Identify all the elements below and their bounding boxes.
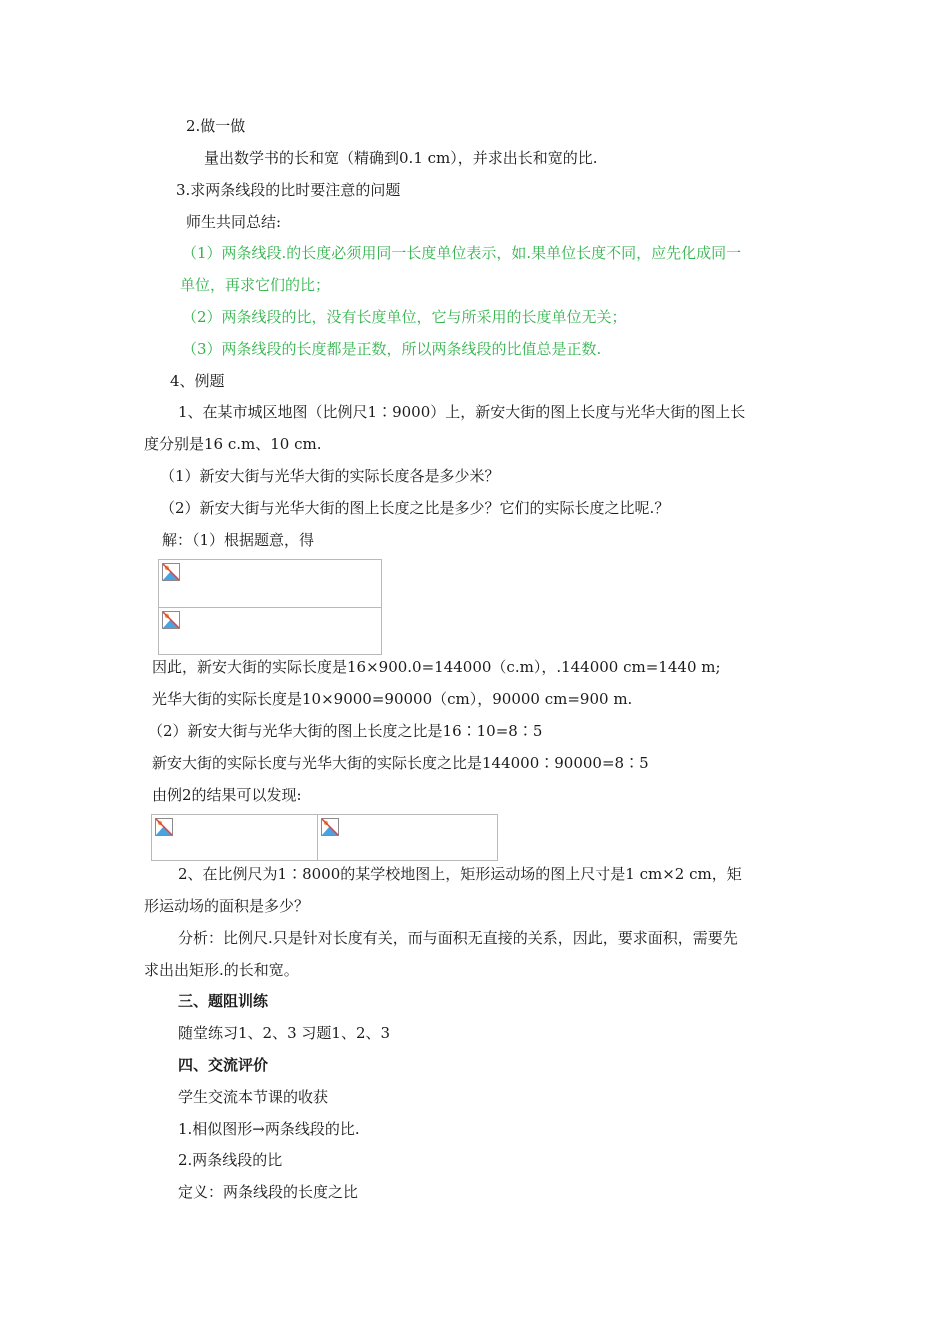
broken-image-icon <box>155 818 173 836</box>
highlight-line: （3）两条线段的长度都是正数，所以两条线段的比值总是正数. <box>182 340 602 358</box>
text-line: （2）新安大街与光华大街的图上长度之比是16∶10=8∶5 <box>148 722 543 740</box>
equation-image <box>158 559 382 608</box>
broken-image-icon <box>162 563 180 581</box>
text-line: 因此，新安大街的实际长度是16×900.0=144000（c.m），.144000 cm=1440 m; <box>152 658 721 676</box>
highlight-line: （1）两条线段.的长度必须用同一长度单位表示，如.果单位长度不同，应先化成同一 <box>182 244 742 262</box>
text-line: 师生共同总结: <box>186 213 282 231</box>
text-line: 求出出矩形.的长和宽。 <box>144 961 299 979</box>
text-line: 度分别是16 c.m、10 cm. <box>144 435 322 453</box>
equation-image <box>151 814 318 861</box>
text-line: 1.相似图形→两条线段的比. <box>178 1120 360 1138</box>
text-line: 形运动场的面积是多少？ <box>144 897 310 915</box>
equation-image <box>317 814 498 861</box>
highlight-line: 单位，再求它们的比； <box>180 276 331 294</box>
broken-image-icon <box>321 818 339 836</box>
section-heading: 4、例题 <box>170 372 225 390</box>
text-line: 定义：两条线段的长度之比 <box>178 1183 359 1201</box>
text-line: 2.两条线段的比 <box>178 1151 283 1169</box>
text-line: （1）新安大街与光华大街的实际长度各是多少米？ <box>160 467 500 485</box>
broken-image-icon <box>162 611 180 629</box>
text-line: 量出数学书的长和宽（精确到0.1 cm），并求出长和宽的比. <box>204 149 598 167</box>
text-line: 光华大街的实际长度是10×9000=90000（cm），90000 cm=900 m. <box>152 690 633 708</box>
equation-image <box>158 607 382 655</box>
text-line: 新安大街的实际长度与光华大街的实际长度之比是144000∶90000=8∶5 <box>152 754 649 772</box>
text-line: （2）新安大街与光华大街的图上长度之比是多少？它们的实际长度之比呢.？ <box>160 499 670 517</box>
text-line: 3.求两条线段的比时要注意的问题 <box>176 181 401 199</box>
highlight-line: （2）两条线段的比，没有长度单位，它与所采用的长度单位无关； <box>182 308 627 326</box>
text-line: 学生交流本节课的收获 <box>178 1088 329 1106</box>
text-line: 1、在某市城区地图（比例尺1∶9000）上，新安大街的图上长度与光华大街的图上长 <box>178 403 746 421</box>
text-line: 解：（1）根据题意，得 <box>162 531 315 549</box>
text-line: 2.做一做 <box>186 117 246 135</box>
text-line: 分析：比例尺.只是针对长度有关，而与面积无直接的关系，因此，要求面积，需要先 <box>178 929 738 947</box>
text-line: 由例2的结果可以发现: <box>152 786 302 804</box>
section-heading: 四、交流评价 <box>178 1056 269 1074</box>
section-heading: 三、题阻训练 <box>178 992 269 1010</box>
text-line: 2、在比例尺为1∶8000的某学校地图上，矩形运动场的图上尺寸是1 cm×2 cm，矩 <box>178 865 742 883</box>
text-line: 随堂练习1、2、3 习题1、2、3 <box>178 1024 391 1042</box>
